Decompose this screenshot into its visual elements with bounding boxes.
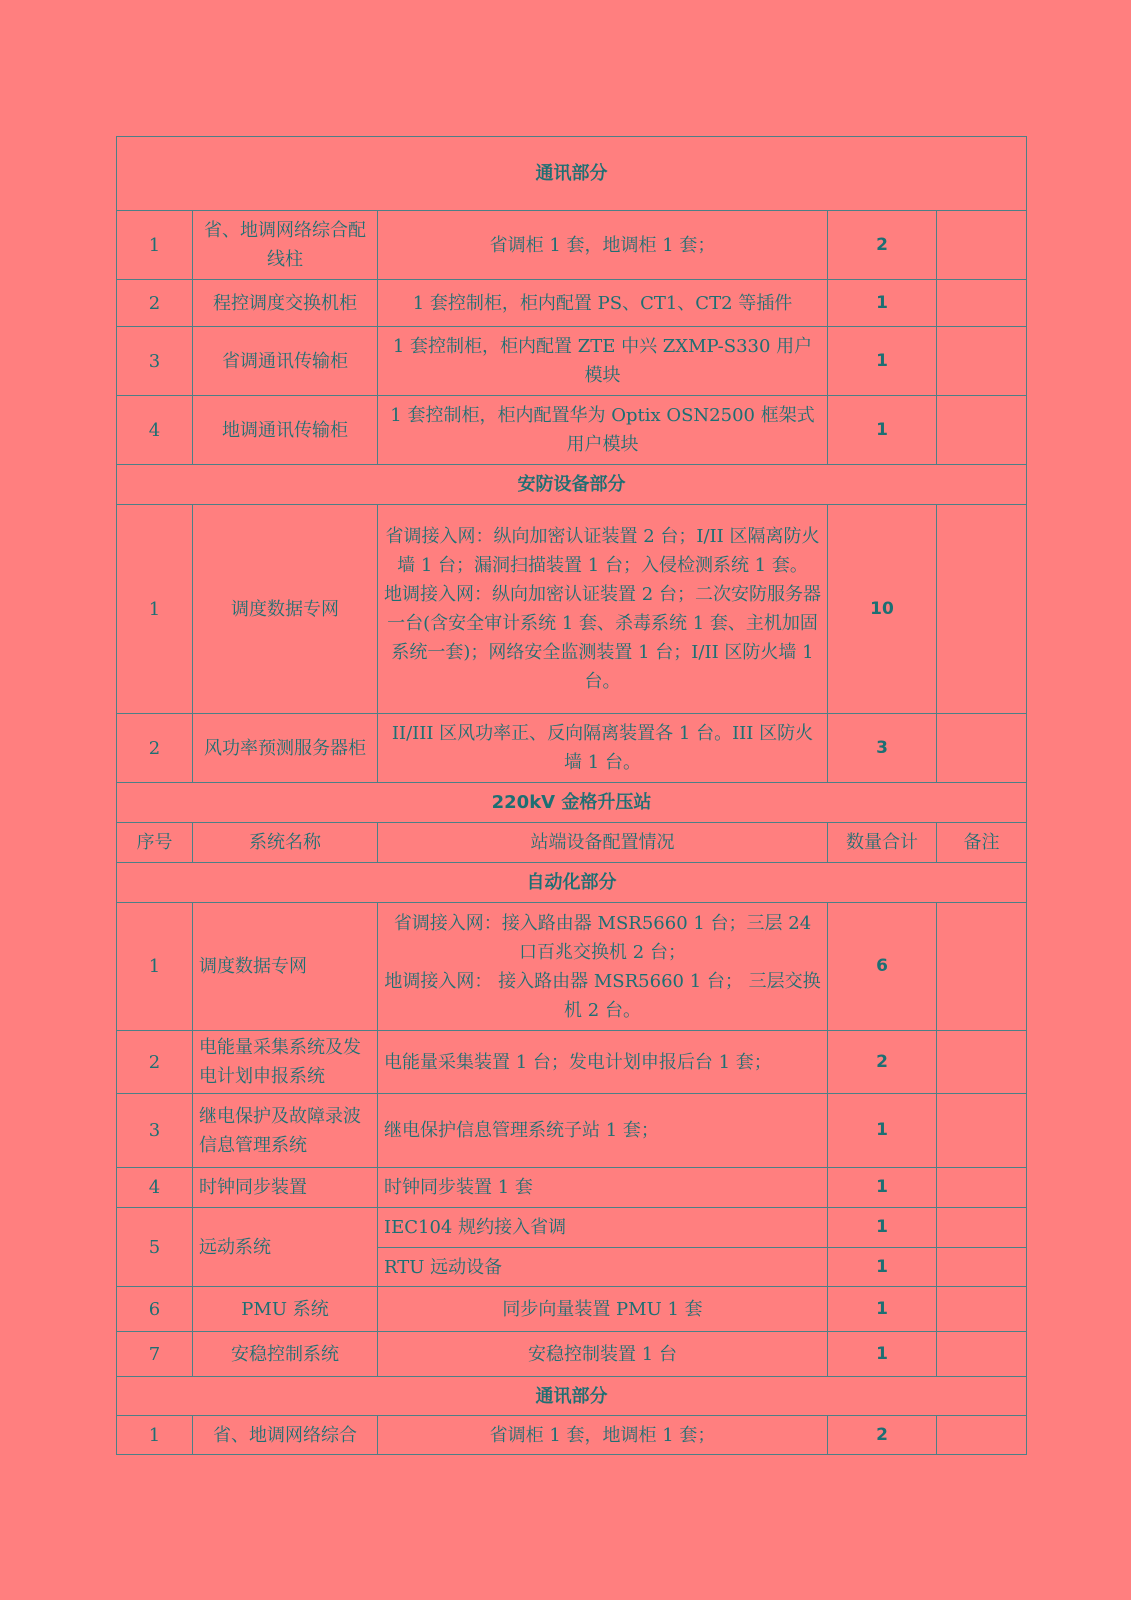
system-name: 省调通讯传输柜 — [193, 327, 378, 396]
quantity-cell: 1 — [828, 396, 937, 465]
system-name: 调度数据专网 — [193, 903, 378, 1031]
config-cell: 1 套控制柜，柜内配置 PS、CT1、CT2 等插件 — [378, 280, 828, 327]
row-number: 1 — [117, 1416, 193, 1455]
quantity-cell: 1 — [828, 1168, 937, 1208]
section-title-communication: 通讯部分 — [117, 1377, 1027, 1416]
quantity-cell: 1 — [828, 1287, 937, 1332]
table-row — [117, 1332, 1027, 1377]
row-number: 2 — [117, 714, 193, 783]
config-cell — [378, 903, 828, 1031]
note-cell — [937, 1031, 1027, 1094]
config-cell: 电能量采集装置 1 台；发电计划申报后台 1 套； — [378, 1031, 828, 1094]
system-name: 程控调度交换机柜 — [193, 280, 378, 327]
table-row — [117, 211, 1027, 280]
table-row — [117, 714, 1027, 783]
row-number: 4 — [117, 1168, 193, 1208]
section-title-automation: 自动化部分 — [117, 863, 1027, 903]
config-line: 地调接入网：纵向加密认证装置 2 台；二次安防服务器一台(含安全审计系统 1 套、杀毒系统 1 套、主机加固系统一套)；网络安全监测装置 1 台；I/II 区防火墙 1 台。 — [384, 584, 821, 692]
note-cell — [937, 903, 1027, 1031]
system-name: 电能量采集系统及发电计划申报系统 — [193, 1031, 378, 1094]
row-number: 3 — [117, 1094, 193, 1168]
note-cell — [937, 1168, 1027, 1208]
row-number: 6 — [117, 1287, 193, 1332]
config-cell: 1 套控制柜，柜内配置华为 Optix OSN2500 框架式用户模块 — [378, 396, 828, 465]
note-cell — [937, 1416, 1027, 1455]
table-row — [117, 280, 1027, 327]
station-title: 220kV 金格升压站 — [117, 783, 1027, 823]
note-cell — [937, 396, 1027, 465]
table-row — [117, 1208, 1027, 1248]
table-row — [117, 1287, 1027, 1332]
table-row — [117, 1094, 1027, 1168]
system-name: 调度数据专网 — [193, 505, 378, 714]
config-line: 省调接入网：接入路由器 MSR5660 1 台；三层 24 口百兆交换机 2 台； — [393, 912, 812, 963]
header-note: 备注 — [937, 823, 1027, 863]
note-cell — [937, 714, 1027, 783]
note-cell — [937, 1094, 1027, 1168]
note-cell — [937, 211, 1027, 280]
quantity-cell: 1 — [828, 1332, 937, 1377]
config-cell: RTU 远动设备 — [378, 1248, 828, 1287]
row-number: 2 — [117, 280, 193, 327]
config-line: 省调接入网：纵向加密认证装置 2 台；I/II 区隔离防火墙 1 台；漏洞扫描装置 1 台；入侵检测系统 1 套。 — [385, 526, 820, 576]
table-row — [117, 1416, 1027, 1455]
quantity-cell: 1 — [828, 280, 937, 327]
section-title-communication: 通讯部分 — [117, 137, 1027, 211]
config-line: 地调接入网： 接入路由器 MSR5660 1 台； 三层交换机 2 台。 — [384, 970, 821, 1021]
table-row — [117, 1031, 1027, 1094]
table-row — [117, 1168, 1027, 1208]
note-cell — [937, 1332, 1027, 1377]
section-title-security: 安防设备部分 — [117, 465, 1027, 505]
note-cell — [937, 1287, 1027, 1332]
header-row — [117, 823, 1027, 863]
quantity-cell: 2 — [828, 1031, 937, 1094]
row-number: 1 — [117, 505, 193, 714]
config-cell: 安稳控制装置 1 台 — [378, 1332, 828, 1377]
system-name: 时钟同步装置 — [193, 1168, 378, 1208]
system-name: 安稳控制系统 — [193, 1332, 378, 1377]
quantity-cell: 6 — [828, 903, 937, 1031]
quantity-cell: 1 — [828, 1208, 937, 1248]
config-cell: 同步向量装置 PMU 1 套 — [378, 1287, 828, 1332]
row-number: 1 — [117, 211, 193, 280]
system-name: 远动系统 — [193, 1208, 378, 1287]
table-row — [117, 505, 1027, 714]
header-system-name: 系统名称 — [193, 823, 378, 863]
system-name: 地调通讯传输柜 — [193, 396, 378, 465]
quantity-cell: 2 — [828, 1416, 937, 1455]
quantity-cell: 2 — [828, 211, 937, 280]
row-number: 3 — [117, 327, 193, 396]
config-cell: IEC104 规约接入省调 — [378, 1208, 828, 1248]
row-number: 2 — [117, 1031, 193, 1094]
system-name: PMU 系统 — [193, 1287, 378, 1332]
config-cell — [378, 505, 828, 714]
system-name: 省、地调网络综合配线柱 — [193, 211, 378, 280]
row-number: 4 — [117, 396, 193, 465]
header-config: 站端设备配置情况 — [378, 823, 828, 863]
quantity-cell: 1 — [828, 1248, 937, 1287]
config-cell: 省调柜 1 套，地调柜 1 套； — [378, 211, 828, 280]
note-cell — [937, 505, 1027, 714]
note-cell — [937, 280, 1027, 327]
system-name: 继电保护及故障录波信息管理系统 — [193, 1094, 378, 1168]
quantity-cell: 1 — [828, 327, 937, 396]
config-cell: 时钟同步装置 1 套 — [378, 1168, 828, 1208]
table-row — [117, 327, 1027, 396]
system-name: 风功率预测服务器柜 — [193, 714, 378, 783]
config-cell: 1 套控制柜，柜内配置 ZTE 中兴 ZXMP-S330 用户模块 — [378, 327, 828, 396]
table-row — [117, 396, 1027, 465]
quantity-cell: 1 — [828, 1094, 937, 1168]
row-number: 7 — [117, 1332, 193, 1377]
equipment-table — [116, 136, 1027, 1455]
row-number: 1 — [117, 903, 193, 1031]
table-row — [117, 903, 1027, 1031]
quantity-cell: 3 — [828, 714, 937, 783]
note-cell — [937, 327, 1027, 396]
note-cell — [937, 1248, 1027, 1287]
note-cell — [937, 1208, 1027, 1248]
header-number: 序号 — [117, 823, 193, 863]
header-quantity: 数量合计 — [828, 823, 937, 863]
config-cell: II/III 区风功率正、反向隔离装置各 1 台。III 区防火墙 1 台。 — [378, 714, 828, 783]
row-number: 5 — [117, 1208, 193, 1287]
config-cell: 继电保护信息管理系统子站 1 套； — [378, 1094, 828, 1168]
config-cell: 省调柜 1 套，地调柜 1 套； — [378, 1416, 828, 1455]
system-name: 省、地调网络综合 — [193, 1416, 378, 1455]
quantity-cell: 10 — [828, 505, 937, 714]
